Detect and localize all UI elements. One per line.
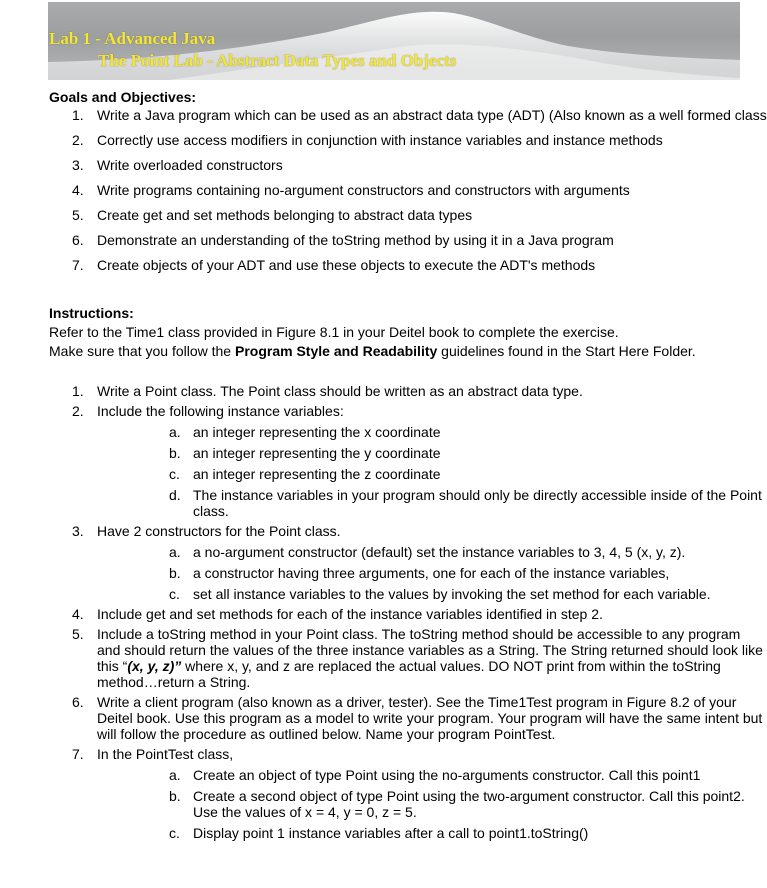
- sub-item: [97, 544, 767, 560]
- sub-item: [97, 565, 767, 581]
- step-item: [49, 606, 767, 622]
- sub-item: [97, 445, 767, 461]
- step-text: Include the following instance variables:: [97, 403, 344, 419]
- list-letter: b.: [169, 788, 181, 804]
- list-letter: b.: [169, 565, 181, 581]
- sub-text: Display point 1 instance variables after a call to point1.toString(): [193, 825, 589, 841]
- sub-text: Create a second object of type Point using the two-argument constructor. Call this point2. Use the values of x = 4, y = 0, z = 5.: [193, 788, 745, 820]
- goal-text: Create objects of your ADT and use these objects to execute the ADT's methods: [97, 257, 596, 273]
- goal-item: [49, 257, 767, 273]
- sub-item: [97, 767, 767, 783]
- goal-text: Demonstrate an understanding of the toString method by using it in a Java program: [97, 232, 614, 248]
- list-number: 3.: [72, 523, 84, 539]
- header-banner: [48, 2, 740, 80]
- list-number: 5.: [72, 207, 84, 223]
- sub-list: [97, 424, 767, 519]
- sub-list: [97, 767, 767, 841]
- sub-item: [97, 825, 767, 841]
- list-number: 4.: [72, 606, 84, 622]
- step-item: [49, 403, 767, 519]
- format-example: (x, y, z)”: [127, 658, 182, 674]
- sub-item: [97, 788, 767, 820]
- goal-item: [49, 232, 767, 248]
- sub-text: The instance variables in your program should only be directly accessible inside of the Point class.: [193, 487, 762, 519]
- goal-item: [49, 182, 767, 198]
- sub-text: an integer representing the x coordinate: [193, 424, 441, 440]
- list-number: 5.: [72, 626, 84, 642]
- list-number: 7.: [72, 257, 84, 273]
- style-guide-emphasis: Program Style and Readability: [235, 343, 438, 359]
- goal-text: Correctly use access modifiers in conjunction with instance variables and instance methods: [97, 132, 663, 148]
- list-number: 6.: [72, 232, 84, 248]
- list-letter: d.: [169, 487, 181, 503]
- step-text: Have 2 constructors for the Point class.: [97, 523, 341, 539]
- step-item: [49, 626, 767, 690]
- style-note-text: guidelines found in the Start Here Folder.: [437, 343, 696, 359]
- goal-item: [49, 107, 767, 123]
- list-number: 7.: [72, 746, 84, 762]
- step-text: Write a Point class. The Point class should be written as an abstract data type.: [97, 383, 583, 399]
- sub-text: a constructor having three arguments, one for each of the instance variables,: [193, 565, 670, 581]
- goal-text: Write overloaded constructors: [97, 157, 283, 173]
- step-text: Include get and set methods for each of the instance variables identified in step 2.: [97, 606, 603, 622]
- list-letter: a.: [169, 544, 181, 560]
- sub-text: a no-argument constructor (default) set the instance variables to 3, 4, 5 (x, y, z).: [193, 544, 686, 560]
- list-number: 2.: [72, 132, 84, 148]
- style-note-text: Make sure that you follow the: [49, 343, 235, 359]
- sub-item: [97, 424, 767, 440]
- step-item: [49, 746, 767, 841]
- goal-item: [49, 157, 767, 173]
- goal-item: [49, 132, 767, 148]
- sub-item: [97, 487, 767, 519]
- goal-text: Write programs containing no-argument constructors and constructors with arguments: [97, 182, 630, 198]
- list-letter: b.: [169, 445, 181, 461]
- sub-text: set all instance variables to the values by invoking the set method for each variable.: [193, 586, 711, 602]
- list-number: 2.: [72, 403, 84, 419]
- step-text: In the PointTest class,: [97, 746, 234, 762]
- instruction-steps: [49, 383, 767, 841]
- step-text: Write a client program (also known as a driver, tester). See the Time1Test program in Figure 8.2 of your Deitel book. Use this program as a model to write your program. Your program will have the same intent but will follow the procedure as outlined below. Name your program PointTest.: [97, 694, 763, 742]
- goal-text: Create get and set methods belonging to abstract data types: [97, 207, 473, 223]
- list-number: 4.: [72, 182, 84, 198]
- list-letter: a.: [169, 424, 181, 440]
- goals-list: [49, 107, 767, 273]
- step-item: [49, 694, 767, 742]
- instructions-style-note: [49, 342, 767, 361]
- list-number: 1.: [72, 107, 84, 123]
- banner-title-line1: Lab 1 - Advanced Java: [49, 29, 216, 48]
- sub-text: Create an object of type Point using the no-arguments constructor. Call this point1: [193, 767, 701, 783]
- document-body: [49, 88, 767, 841]
- list-number: 3.: [72, 157, 84, 173]
- instructions-intro: Refer to the Time1 class provided in Figure 8.1 in your Deitel book to complete the exercise.: [49, 324, 619, 340]
- list-letter: c.: [169, 586, 180, 602]
- step-text: Include a toString method in your Point class. The toString method should be accessible to any program and should return the values of the three instance variables as a String. The String returned should look like this “: [97, 626, 763, 674]
- goals-heading: Goals and Objectives:: [49, 89, 197, 105]
- step-item: [49, 383, 767, 399]
- banner-title-line2: The Point Lab - Abstract Data Types and Objects: [98, 51, 457, 70]
- instructions-heading: Instructions:: [49, 305, 134, 321]
- step-item: [49, 523, 767, 602]
- sub-list: [97, 544, 767, 602]
- list-number: 1.: [72, 383, 84, 399]
- goal-text: Write a Java program which can be used as an abstract data type (ADT) (Also known as a well formed class: [97, 107, 767, 123]
- list-letter: c.: [169, 466, 180, 482]
- sub-item: [97, 466, 767, 482]
- list-letter: a.: [169, 767, 181, 783]
- sub-item: [97, 586, 767, 602]
- sub-text: an integer representing the z coordinate: [193, 466, 441, 482]
- goal-item: [49, 207, 767, 223]
- list-letter: c.: [169, 825, 180, 841]
- step-text: where x, y, and z are replaced the actual values. DO NOT print from within the toString method…return a String.: [97, 658, 721, 690]
- sub-text: an integer representing the y coordinate: [193, 445, 441, 461]
- list-number: 6.: [72, 694, 84, 710]
